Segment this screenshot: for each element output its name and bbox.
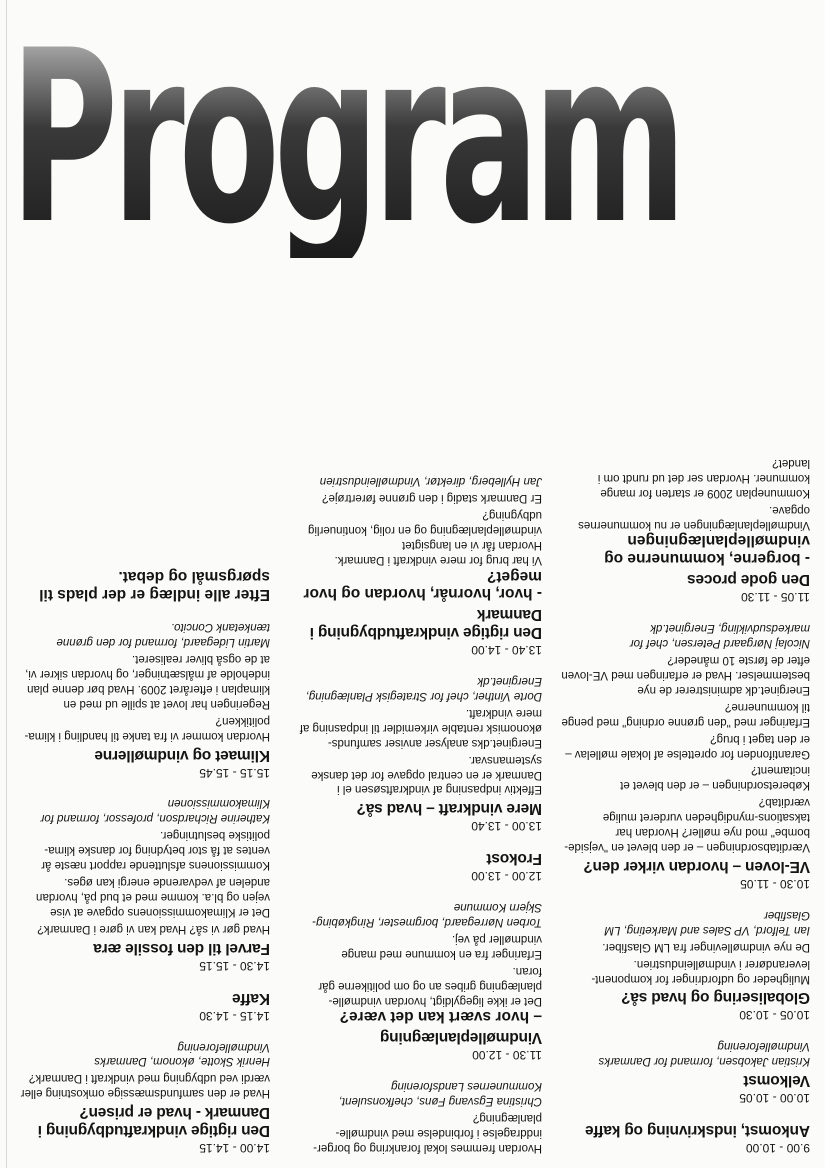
speaker-credit: Dorte Vinther, chef for Strategisk Planlægning, Energinet.dk [305,674,542,702]
program-item [20,989,270,1023]
speaker-credit: Henrik Skotte, økonom, Danmarks Vindmølleforening [94,1040,270,1068]
session-description: Effektiv indpasning af vindkraftsøsen el i Danmark er en central opgave for det danske systemansvar. [311,753,542,796]
session-description: Energinet.dks analyser anviser samfunds-økonomisk rentable virkemidler til indpasning af mere vindkraft. [299,706,542,749]
time-slot: 13.40 - 14.00 [471,643,542,657]
session-subtitle: – hvor svært kan det være? [339,1008,542,1026]
speaker-credit: Jan Hylleberg, direktør, Vindmølleindustrien [319,475,542,488]
time-slot: 11.05 - 11.30 [741,590,810,605]
session-description: Regeringen har lovet at spille ud med en klimaplan i efteråret 2009. Hvad bør denne plan indeholde af målsætninger, og hvordan sikrer vi, at de også bliver realiseret. [25,653,270,710]
session-title: Globalisering og hvad så? [621,989,810,1007]
time-slot: 12.00 - 13.00 [471,869,542,884]
program-item [292,1078,542,1155]
session-description: Energinet.dk administrerer de nye bestemmelser. Hvad er erfaringen med VE-loven efter de første 10 måneder? [561,653,810,696]
session-title: VE-loven – hvordan virker den? [583,858,810,875]
session-title: Mere vindkraft – hvad så? [356,800,542,818]
session-title: Den rigtige vindkraftudbygning i Danmark - hvad er prisen? [37,1104,270,1139]
session-description: Hvordan fremmes lokal forankring og borger-inddragelse i forbindelse med vindmølle-planlægning? [313,1112,542,1154]
program-column-3 [20,295,270,1155]
program-item [292,849,542,883]
program-item [560,455,810,604]
program-item [560,1039,810,1106]
program-item [292,673,542,833]
session-description: Kommissionens afsluttende rapport næste år ventes at få stor betydning for danske klima-politiske beslutninger. [41,829,270,872]
time-slot: 11.30 - 12.00 [472,1048,542,1063]
program-banner [0,0,825,285]
time-slot: 14.15 - 14.30 [199,1008,270,1023]
speaker-credit: Ian Telford, VP Sales and Marketing, LM Glasfiber [604,908,810,936]
time-slot: 10.00 - 10.05 [739,1091,810,1106]
session-description: Det er Klimakommissionens opgave at vise vejen og bl.a. komme med et bud på, hvordan andelen af vedvarende energi kan øges. [36,876,270,919]
session-description: Værditabsordningen – er den blevet en "vejside-bombe" mod nye møller? Hvordan har taksations-myndigheden vurderet mulige værditab? [564,796,810,854]
program-item [292,473,542,657]
session-title: Klimaet og vindmøllerne [94,746,270,764]
program-item [20,619,270,779]
program-column-1 [560,295,810,1155]
closing-note: Efter alle indlæg er der plads til spørgsmål og debat. [39,567,270,604]
session-title: Ankomst, indskrivning og kaffe [585,1122,810,1139]
session-description: Garantifonden for oprettelse af lokale møllelav – er den taget i brug? [565,732,810,760]
session-description: Køberetsordningen – er den blevet et incitament? [620,764,810,792]
session-title: Den rigtige vindkraftudbygning i Danmark [309,606,542,641]
session-description: Det er ikke ligegyldigt, hvordan vindmølle-planlægning gribes an og om politikerne går foran. [318,964,542,1007]
session-title: Farvel til den fossile æra [93,939,270,957]
speaker-credit: Kristian Jakobsen, formand for Danmarks Vindmølleforening [598,1040,810,1068]
program-item [20,796,270,973]
session-title: Velkomst [743,1072,810,1090]
session-title: Den gode proces [687,571,810,589]
session-subtitle: - borgerne, kommunerne og vindmølleplanlægningen [604,532,810,568]
time-slot: 10.30 - 11.05 [740,877,810,891]
speaker-credit: Martin Lidegaard, formand for den grønne tænketank Concito. [56,621,270,649]
time-slot: 14.00 - 14.15 [199,1141,270,1155]
program-item [292,899,542,1062]
session-description: Hvordan kommer vi fra tanke til handling i klima-politikken? [24,714,270,742]
session-description: Vi har brug for mere vindkraft i Danmark. Hvordan får vi en langsigtet vindmølleplanlægning og en rolig, kontinuerlig udbygning? [308,508,542,566]
program-sheet [20,295,810,1155]
session-description: Hvad er den samfundsmæssige omkostning eller værdi ved udbygning med vindkraft i Danmark? [20,1072,270,1100]
time-slot: 9.00 - 10.00 [745,1141,810,1155]
time-slot: 13.00 - 13.40 [471,819,542,834]
session-description: Kommuneplan 2009 er starten for mange kommuner. Hvordan ser det ud rundt om i landet? [597,456,810,499]
speaker-credit: Torben Nørregaard, borgmester, Ringkøbing-Skjern Kommune [312,901,542,928]
program-item [20,1039,270,1155]
session-title: Vindmølleplanlægning [380,1029,542,1047]
program-column-2 [292,295,542,1155]
session-description: Erfaringer fra en kommune med mange vindmøller på vej. [341,932,542,960]
session-description: Hvad gør vi så? Hvad kan vi gøre i Danmark? [37,923,270,935]
session-title: Frokost [486,850,542,868]
speaker-credit: Christina Egsvang Føns, chefkonsulent, Kommunernes Landsforening [338,1080,542,1108]
session-description: Muligheder og udfordringer for komponent-leverandører i vindmølleindustrien. [591,957,810,985]
session-description: Er Danmark stadig i den grønne førertrøje? [322,492,542,504]
program-item [560,1121,810,1155]
session-description: Erfaringer med "den grønne ordning" med penge til kommunerne? [561,700,810,728]
program-heading: Program [10,0,681,277]
time-slot: 14.30 - 15.15 [199,958,270,973]
session-title: Kaffe [232,989,270,1007]
session-description: Vindmølleplanlægningen er nu kommunernes opgave. [578,503,810,531]
speaker-credit: Nicolaj Nørgaard Petersen, chef for markedsudvikling, Energinet.dk [629,622,810,649]
time-slot: 10.05 - 10.30 [739,1008,810,1023]
program-item [560,907,810,1023]
session-description: De nye vindmøllevinger fra LM Glasfiber. [602,940,810,953]
speaker-credit: Katherine Richardson, professor, formand for Klimakommissionen [40,797,270,825]
program-item [560,620,810,891]
session-subtitle: - hvor, hvornår, hvordan og hvor meget? [303,567,542,603]
time-slot: 15.15 - 15.45 [199,765,270,780]
